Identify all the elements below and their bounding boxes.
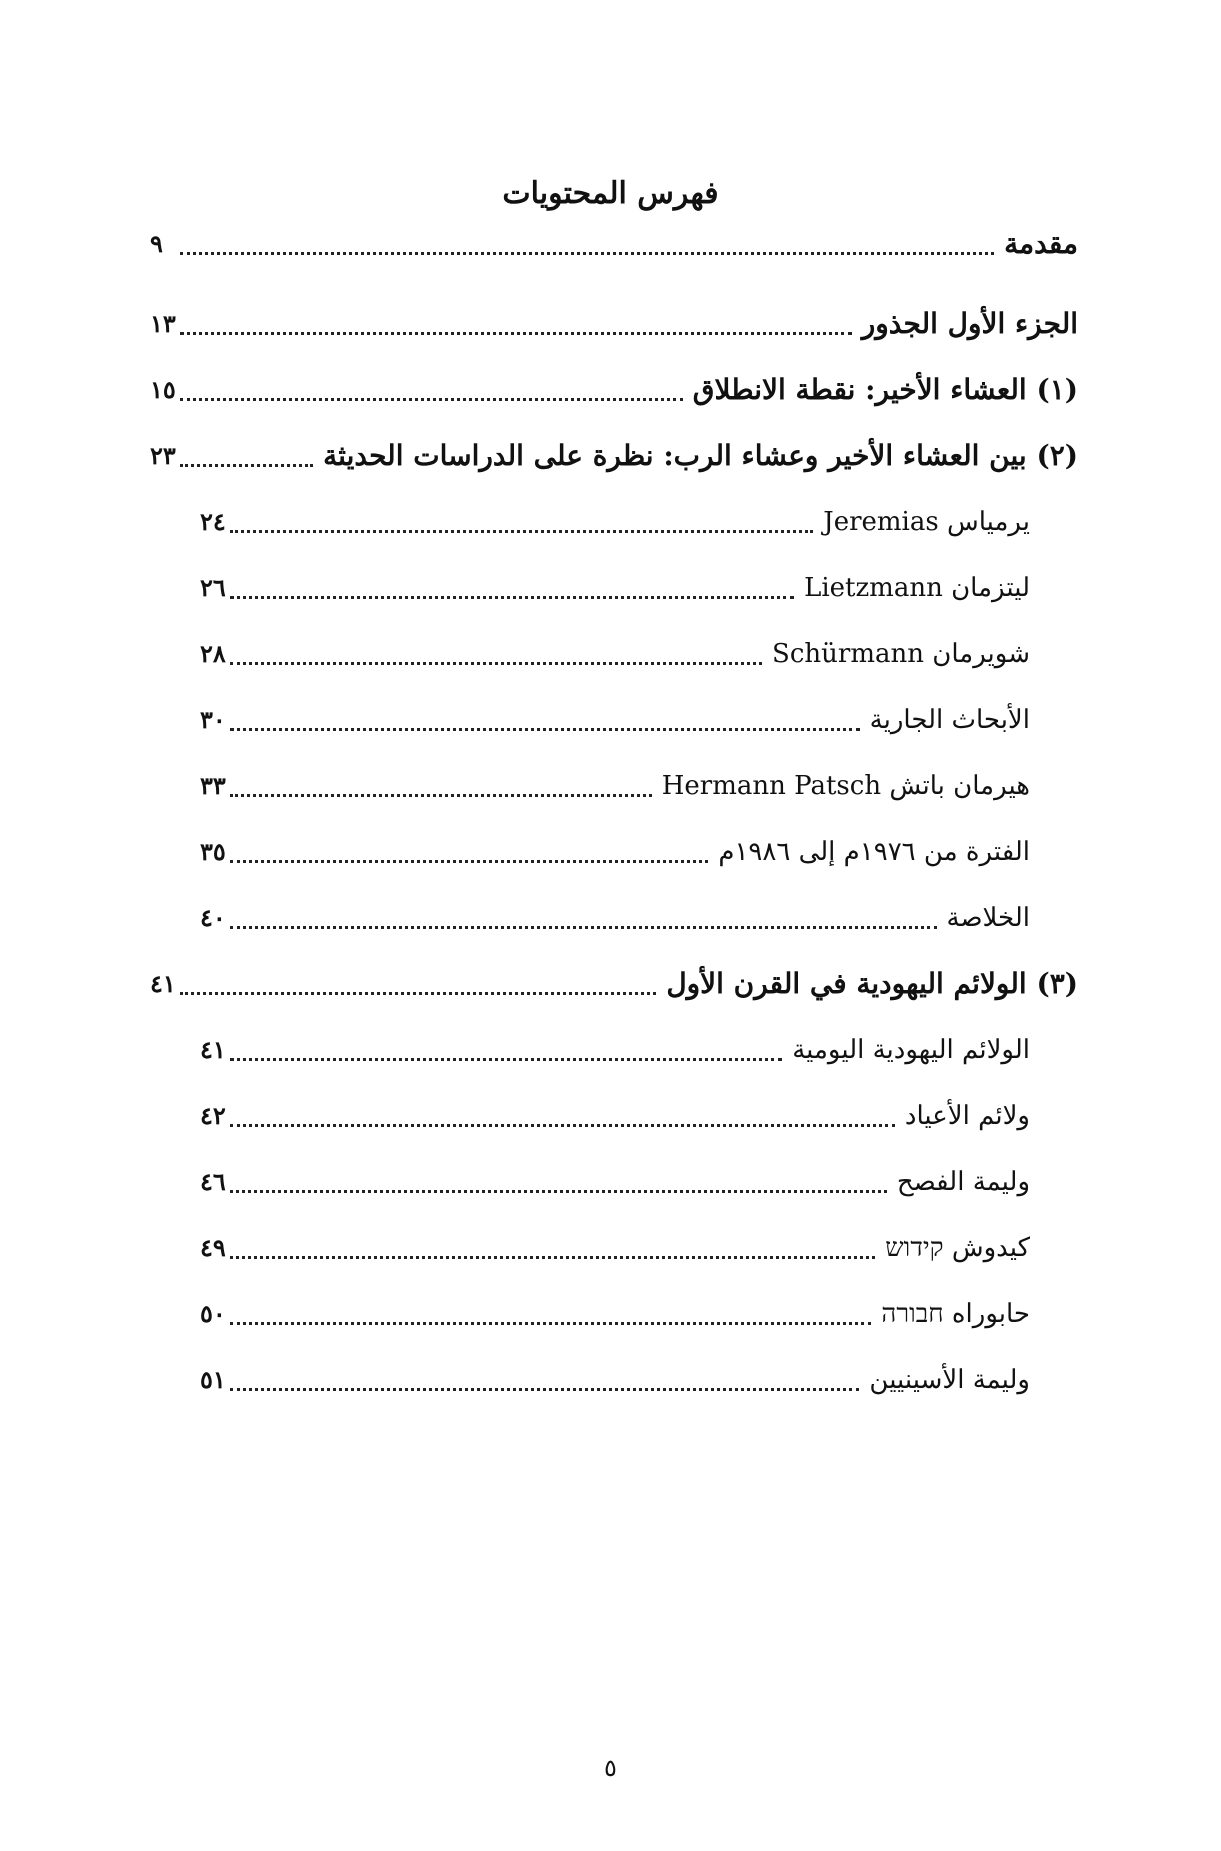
toc-entry-page: ٢٦ <box>200 573 226 602</box>
toc-dot-leader <box>230 1322 871 1325</box>
toc-entry-title: (٢) بين العشاء الأخير وعشاء الرب: نظرة على الدراسات الحديثة <box>323 439 1078 472</box>
toc-entry-title: هيرمان باتش Hermann Patsch <box>661 771 1030 801</box>
toc-entry-page: ٥٠ <box>200 1299 226 1328</box>
toc-entry-title: الأبحاث الجارية <box>869 705 1030 735</box>
toc-entry-hermann-patsch[interactable] <box>200 762 1030 806</box>
toc-entry-chapter-2[interactable] <box>150 432 1078 476</box>
toc-entry-page: ٤٠ <box>200 903 226 932</box>
toc-entry-title: كيدوش קידוש <box>885 1233 1030 1263</box>
toc-entry-page: ١٥ <box>150 375 176 404</box>
toc-entry-title: يرمياس Jeremias <box>823 507 1030 537</box>
toc-dot-leader <box>180 332 852 335</box>
toc-entry-page: ٤١ <box>150 969 176 998</box>
toc-entry-title: الولائم اليهودية اليومية <box>792 1035 1030 1065</box>
toc-entry-essene-meal[interactable] <box>200 1356 1030 1400</box>
toc-entry-page: ٣٥ <box>200 837 226 866</box>
toc-entry-chapter-3[interactable] <box>150 960 1078 1004</box>
toc-dot-leader <box>230 860 708 863</box>
toc-entry-jeremias[interactable] <box>200 498 1030 542</box>
page-number: ٥ <box>604 1754 617 1782</box>
toc-entry-title: شويرمان Schürmann <box>772 639 1030 669</box>
toc-entry-title: وليمة الفصح <box>896 1167 1030 1197</box>
toc-dot-leader <box>180 252 994 255</box>
toc-entry-page: ٤١ <box>200 1035 226 1064</box>
toc-entry-feast-meals[interactable] <box>200 1092 1030 1136</box>
toc-entry-title: ليتزمان Lietzmann <box>804 573 1030 603</box>
toc-entry-lietzmann[interactable] <box>200 564 1030 608</box>
toc-dot-leader <box>230 596 794 599</box>
toc-dot-leader <box>180 398 683 401</box>
toc-entry-page: ١٣ <box>150 309 176 338</box>
toc-entry-schurmann[interactable] <box>200 630 1030 674</box>
toc-dot-leader <box>230 794 652 797</box>
toc-entry-title: مقدمة <box>1004 227 1078 260</box>
toc-entry-kiddush[interactable] <box>200 1224 1030 1268</box>
toc-entry-haburah[interactable] <box>200 1290 1030 1334</box>
toc-dot-leader <box>230 1388 859 1391</box>
toc-entry-title: ولائم الأعياد <box>904 1101 1030 1131</box>
toc-entry-title: وليمة الأسينيين <box>869 1365 1030 1395</box>
toc-dot-leader <box>230 530 813 533</box>
toc-dot-leader <box>180 464 313 467</box>
toc-entry-passover-meal[interactable] <box>200 1158 1030 1202</box>
toc-entry-page: ٢٨ <box>200 639 226 668</box>
toc-dot-leader <box>180 992 656 995</box>
page-title: فهرس المحتويات <box>502 176 719 211</box>
toc-entry-current-research[interactable] <box>200 696 1030 740</box>
toc-dot-leader <box>230 1190 887 1193</box>
toc-entry-chapter-1[interactable] <box>150 366 1078 410</box>
toc-entry-conclusion[interactable] <box>200 894 1030 938</box>
toc-entry-introduction[interactable] <box>150 220 1078 264</box>
toc-dot-leader <box>230 926 937 929</box>
toc-entry-title: الجزء الأول الجذور <box>861 307 1078 340</box>
toc-dot-leader <box>230 1124 895 1127</box>
toc-entry-title: الفترة من ١٩٧٦م إلى ١٩٨٦م <box>718 837 1030 867</box>
toc-entry-page: ٤٩ <box>200 1233 226 1262</box>
toc-entry-page: ٥١ <box>200 1365 226 1394</box>
toc-entry-part-one[interactable] <box>150 300 1078 344</box>
toc-entry-title: حابوراه חבורה <box>881 1299 1030 1329</box>
toc-entry-page: ٩ <box>150 229 163 258</box>
toc-entry-page: ٤٦ <box>200 1167 226 1196</box>
toc-entry-page: ٢٤ <box>200 507 226 536</box>
toc-entry-page: ٤٢ <box>200 1101 226 1130</box>
toc-entry-page: ٣٠ <box>200 705 226 734</box>
toc-dot-leader <box>230 662 762 665</box>
toc-entry-title: (٣) الولائم اليهودية في القرن الأول <box>666 967 1078 1000</box>
toc-entry-page: ٣٣ <box>200 771 226 800</box>
toc-entry-title: (١) العشاء الأخير: نقطة الانطلاق <box>692 373 1078 406</box>
toc-dot-leader <box>230 728 860 731</box>
toc-entry-title: الخلاصة <box>946 903 1030 933</box>
toc-entry-period-1976-1986[interactable] <box>200 828 1030 872</box>
toc-dot-leader <box>230 1058 782 1061</box>
toc-entry-daily-meals[interactable] <box>200 1026 1030 1070</box>
toc-dot-leader <box>230 1256 875 1259</box>
toc-entry-page: ٢٣ <box>150 441 176 470</box>
